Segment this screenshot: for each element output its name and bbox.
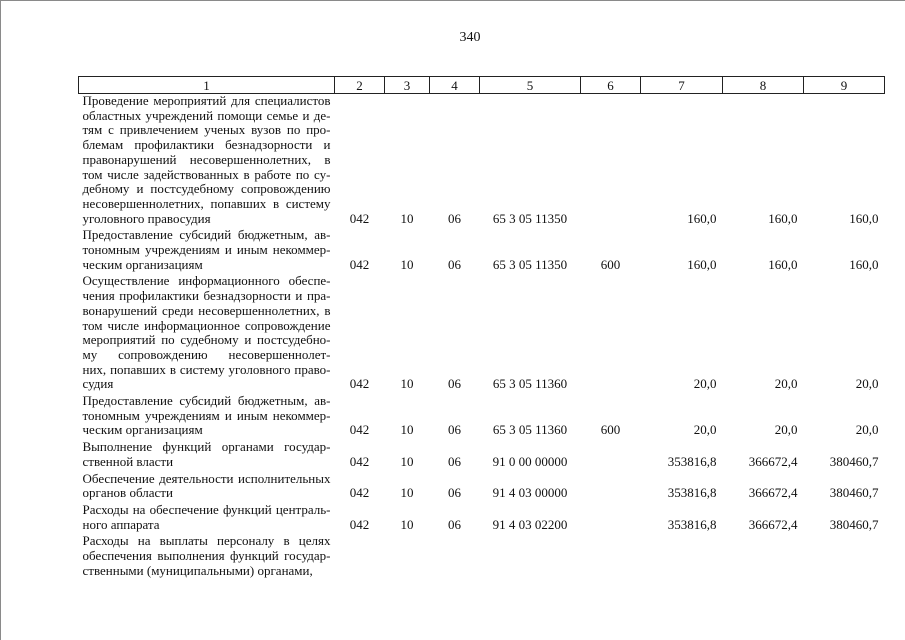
description-line: Расходы на обеспечение функций централь- xyxy=(82,501,331,517)
amount-year-3 xyxy=(804,534,885,580)
amount-year-1: 160,0 xyxy=(687,210,717,226)
row-description xyxy=(79,503,335,534)
ved-code: 042 xyxy=(349,485,370,501)
description-line: том числе информационное сопровождение xyxy=(82,317,331,333)
column-header: 8 xyxy=(723,77,804,94)
table-row xyxy=(79,228,885,274)
description-line: Осуществление информационного обеспе- xyxy=(82,273,331,289)
description-line: областных учреждений помощи семье и де- xyxy=(82,107,331,123)
ved-code: 042 xyxy=(349,422,370,438)
amount-year-1: 20,0 xyxy=(693,422,717,438)
expense-type-code xyxy=(581,503,641,534)
expense-type-code: 600 xyxy=(600,422,621,438)
column-header: 5 xyxy=(480,77,581,94)
amount-year-1: 353816,8 xyxy=(667,485,717,501)
budget-table xyxy=(78,76,885,581)
column-header: 4 xyxy=(430,77,480,94)
description-line: ческим организациям xyxy=(82,256,203,272)
row-description xyxy=(79,394,335,440)
row-description xyxy=(79,472,335,503)
subsection-code: 06 xyxy=(448,485,461,501)
description-line: ческим организациям xyxy=(82,422,203,438)
description-line: уголовного правосудия xyxy=(82,210,211,226)
target-article-code: 65 3 05 11350 xyxy=(492,256,568,272)
description-line: несовершеннолетних, попавших в систему xyxy=(82,195,331,211)
amount-year-3: 380460,7 xyxy=(829,516,879,532)
table-row xyxy=(79,440,885,471)
amount-year-1: 160,0 xyxy=(687,256,717,272)
description-line: судия xyxy=(82,376,114,392)
section-code xyxy=(385,534,430,580)
description-line: Выполнение функций органами государ- xyxy=(82,439,331,455)
table-row xyxy=(79,503,885,534)
section-code: 10 xyxy=(400,422,414,438)
section-code: 10 xyxy=(400,210,414,226)
description-line: дебному и постсудебному сопровождению xyxy=(82,181,331,197)
amount-year-1: 20,0 xyxy=(693,376,717,392)
description-line: Проведение мероприятий для специалистов xyxy=(82,93,331,108)
target-article-code: 65 3 05 11360 xyxy=(492,376,568,392)
amount-year-1 xyxy=(641,534,723,580)
page-number: 340 xyxy=(459,30,481,45)
target-article-code xyxy=(480,534,581,580)
row-description xyxy=(79,274,335,394)
target-article-code: 91 4 03 02200 xyxy=(492,516,568,532)
amount-year-1: 353816,8 xyxy=(667,516,717,532)
target-article-code: 65 3 05 11360 xyxy=(492,422,568,438)
amount-year-2: 160,0 xyxy=(768,256,798,272)
amount-year-3: 380460,7 xyxy=(829,485,879,501)
description-line: блемам профилактики безнадзорности и xyxy=(82,137,331,153)
target-article-code: 91 0 00 00000 xyxy=(492,453,568,469)
description-line: му сопровождению несовершеннолет- xyxy=(82,346,331,362)
subsection-code: 06 xyxy=(448,376,461,392)
description-line: правонарушений несовершеннолетних, в xyxy=(82,151,331,167)
amount-year-2 xyxy=(723,534,804,580)
header-row xyxy=(79,77,885,94)
subsection-code: 06 xyxy=(448,453,461,469)
row-description xyxy=(79,534,335,580)
amount-year-3: 160,0 xyxy=(849,256,879,272)
section-code: 10 xyxy=(400,256,414,272)
amount-year-3: 160,0 xyxy=(849,210,879,226)
target-article-code: 91 4 03 00000 xyxy=(492,485,568,501)
amount-year-2: 366672,4 xyxy=(748,453,798,469)
column-header: 1 xyxy=(79,77,335,94)
subsection-code: 06 xyxy=(448,256,461,272)
expense-type-code xyxy=(581,534,641,580)
description-line: Обеспечение деятельности исполнительных xyxy=(82,470,331,486)
table-header xyxy=(79,77,885,94)
ved-code: 042 xyxy=(349,210,370,226)
section-code: 10 xyxy=(400,453,414,469)
description-line: них, попавших в систему уголовного право- xyxy=(82,361,331,377)
page-edge-top xyxy=(0,0,905,1)
amount-year-2: 366672,4 xyxy=(748,516,798,532)
table-row xyxy=(79,394,885,440)
subsection-code: 06 xyxy=(448,422,461,438)
column-header: 2 xyxy=(335,77,385,94)
row-description xyxy=(79,94,335,229)
amount-year-2: 160,0 xyxy=(768,210,798,226)
expense-type-code xyxy=(581,472,641,503)
ved-code xyxy=(335,534,385,580)
section-code: 10 xyxy=(400,485,414,501)
expense-type-code xyxy=(581,94,641,229)
description-line: мероприятий по судебному и постсудебно- xyxy=(82,332,331,348)
description-line: чения профилактики безнадзорности и пра- xyxy=(82,288,331,304)
table-body xyxy=(79,94,885,581)
column-header: 3 xyxy=(385,77,430,94)
expense-type-code xyxy=(581,440,641,471)
section-code: 10 xyxy=(400,516,414,532)
table-row xyxy=(79,534,885,580)
description-line: ственными (муниципальными) органами, xyxy=(82,562,313,578)
subsection-code: 06 xyxy=(448,210,461,226)
page-edge-left xyxy=(0,0,1,640)
amount-year-3: 20,0 xyxy=(855,422,879,438)
row-description xyxy=(79,440,335,471)
amount-year-2: 20,0 xyxy=(774,422,798,438)
table-row xyxy=(79,94,885,229)
description-line: вонарушений среди несовершеннолетних, в xyxy=(82,302,331,318)
subsection-code xyxy=(430,534,480,580)
description-line: тономным учреждениям и иным некоммер- xyxy=(82,242,331,258)
row-description xyxy=(79,228,335,274)
ved-code: 042 xyxy=(349,256,370,272)
description-line: обеспечения выполнения функций государ- xyxy=(82,548,331,564)
expense-type-code xyxy=(581,274,641,394)
amount-year-1: 353816,8 xyxy=(667,453,717,469)
ved-code: 042 xyxy=(349,516,370,532)
amount-year-2: 366672,4 xyxy=(748,485,798,501)
target-article-code: 65 3 05 11350 xyxy=(492,210,568,226)
table-row xyxy=(79,472,885,503)
description-line: том числе задействованных в работе по су- xyxy=(82,166,331,182)
section-code: 10 xyxy=(400,376,414,392)
ved-code: 042 xyxy=(349,453,370,469)
ved-code: 042 xyxy=(349,376,370,392)
description-line: органов области xyxy=(82,485,173,501)
column-header: 7 xyxy=(641,77,723,94)
expense-type-code: 600 xyxy=(600,256,621,272)
description-line: тономным учреждениям и иным некоммер- xyxy=(82,407,331,423)
description-line: Предоставление субсидий бюджетным, ав- xyxy=(82,227,331,243)
description-line: Расходы на выплаты персоналу в целях xyxy=(82,533,331,549)
subsection-code: 06 xyxy=(448,516,461,532)
column-header: 6 xyxy=(581,77,641,94)
description-line: ственной власти xyxy=(82,453,174,469)
description-line: тям с привлечением ученых вузов по про- xyxy=(82,122,331,138)
amount-year-2: 20,0 xyxy=(774,376,798,392)
amount-year-3: 20,0 xyxy=(855,376,879,392)
amount-year-3: 380460,7 xyxy=(829,453,879,469)
column-header: 9 xyxy=(804,77,885,94)
table-row xyxy=(79,274,885,394)
description-line: ного аппарата xyxy=(82,516,160,532)
description-line: Предоставление субсидий бюджетным, ав- xyxy=(82,393,331,409)
